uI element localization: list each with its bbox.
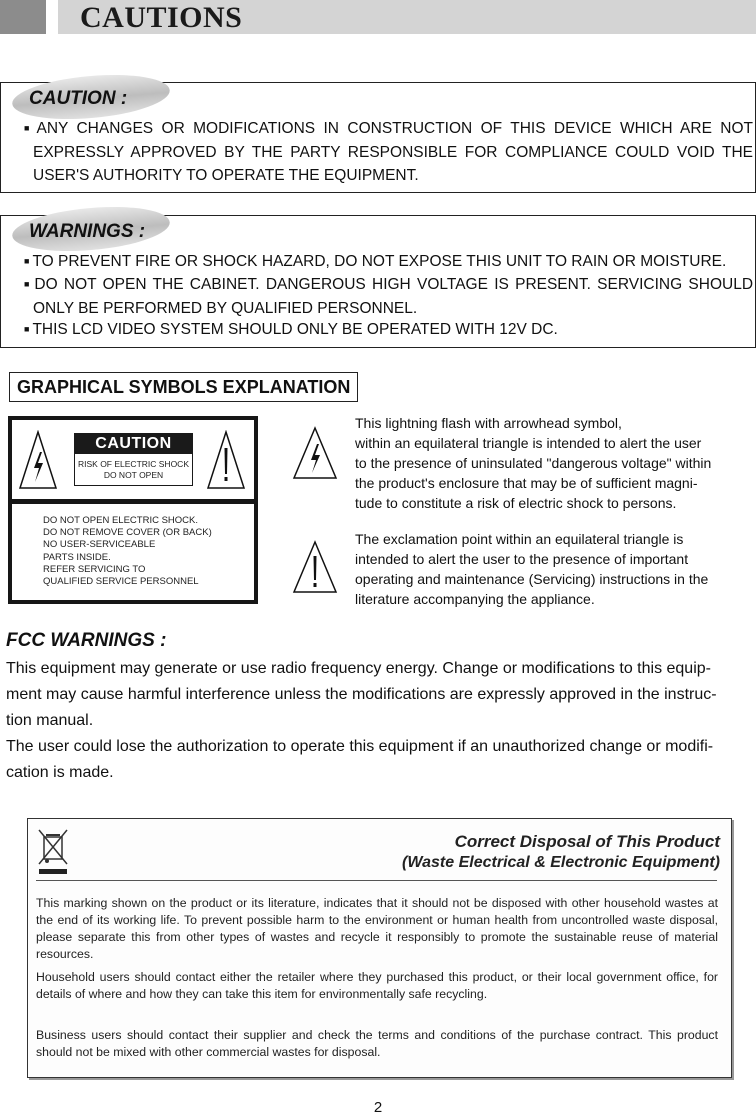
text-line: ment may cause harmful interference unless the modifications are expressly approved in the instruc- — [6, 686, 717, 703]
bullet-dot: ■ — [24, 123, 34, 133]
text-line: to the presence of uninsulated "dangerous voltage" within — [355, 455, 712, 471]
label-line: NO USER-SERVICEABLE — [43, 539, 156, 551]
text-line: intended to alert the user to the presence of important — [355, 551, 689, 567]
disposal-paragraph: This marking shown on the product or its literature, indicates that it should not be disposed with other household wastes at the end of its working life. To prevent possible harm to the environment or human health from uncontrolled waste disposal, please separate this from other types of wastes and recycle it responsibly to promote the sustainable reuse of material resources. — [36, 896, 718, 961]
warnings-title: WARNINGS : — [29, 221, 146, 242]
text-line: The exclamation point within an equilateral triangle is — [355, 531, 684, 547]
text-line: tude to constitute a risk of electric shock to persons. — [355, 495, 677, 511]
text-line: The user could lose the authorization to operate this equipment if an unauthorized change or modifi- — [6, 738, 714, 755]
page-number: 2 — [373, 1099, 383, 1116]
caution-title: CAUTION : — [29, 88, 128, 109]
crossed-bin-icon — [36, 826, 70, 876]
lightning-explanation — [355, 413, 750, 513]
text-line: literature accompanying the appliance. — [355, 591, 595, 607]
label-line: DO NOT REMOVE COVER (OR BACK) — [43, 527, 212, 539]
text-line: This lightning flash with arrowhead symbol, — [355, 415, 622, 431]
fcc-body — [6, 656, 746, 786]
disposal-subtitle: (Waste Electrical & Electronic Equipment) — [401, 854, 720, 871]
exclamation-triangle-icon — [206, 430, 246, 490]
lightning-triangle-icon — [18, 430, 58, 490]
text-line: the product's enclosure that may be of sufficient magni- — [355, 475, 698, 491]
label-line: QUALIFIED SERVICE PERSONNEL — [43, 576, 199, 588]
warnings-bullet — [16, 318, 753, 342]
header-accent-block — [0, 0, 46, 34]
text-line: cation is made. — [6, 764, 114, 781]
fcc-title: FCC WARNINGS : — [6, 630, 167, 651]
caution-bullet — [16, 117, 753, 188]
caution-label-lines — [43, 515, 248, 588]
bullet-dot: ■ — [24, 279, 32, 289]
warnings-bullet-text: THIS LCD VIDEO SYSTEM SHOULD ONLY BE OPERATED WITH 12V DC. — [32, 321, 558, 338]
caution-bullet-text: ANY CHANGES OR MODIFICATIONS IN CONSTRUCTION OF THIS DEVICE WHICH ARE NOT EXPRESSLY APPROVED BY THE PARTY RESPONSIBLE FOR COMPLIANCE COULD VOID THE USER'S AUTHORITY TO OPERATE THE EQUIPMENT. — [33, 120, 754, 184]
caution-label-title: CAUTION — [74, 433, 193, 453]
disposal-paragraph: Business users should contact their supplier and check the terms and conditions of the purchase contract. This product should not be mixed with other commercial wastes for disposal. — [36, 1028, 718, 1059]
bullet-dot: ■ — [24, 324, 30, 334]
graphical-symbols-title: GRAPHICAL SYMBOLS EXPLANATION — [9, 372, 358, 402]
caution-label-sub-2: DO NOT OPEN — [103, 470, 164, 480]
label-line: DO NOT OPEN ELECTRIC SHOCK. — [43, 515, 199, 526]
text-line: tion manual. — [6, 712, 94, 729]
text-line: operating and maintenance (Servicing) instructions in the — [355, 571, 709, 587]
warnings-bullet — [16, 273, 753, 320]
label-line: REFER SERVICING TO — [43, 563, 146, 575]
caution-label-subtext — [74, 453, 193, 486]
page-title: CAUTIONS — [80, 1, 243, 34]
disposal-title: Correct Disposal of This Product — [454, 832, 720, 851]
disposal-divider — [36, 880, 717, 881]
text-line: within an equilateral triangle is intended to alert the user — [355, 435, 702, 451]
warnings-bullet-text: DO NOT OPEN THE CABINET. DANGEROUS HIGH VOLTAGE IS PRESENT. SERVICING SHOULD ONLY BE PERFORMED BY QUALIFIED PERSONNEL. — [33, 276, 754, 317]
label-line: PARTS INSIDE. — [43, 551, 111, 563]
warnings-bullet-text: TO PREVENT FIRE OR SHOCK HAZARD, DO NOT EXPOSE THIS UNIT TO RAIN OR MOISTURE. — [32, 253, 727, 270]
exclamation-symbol-icon — [292, 540, 338, 594]
text-line: This equipment may generate or use radio frequency energy. Change or modifications to this equip- — [6, 660, 711, 677]
exclamation-explanation — [355, 529, 750, 609]
caution-label-sub-1: RISK OF ELECTRIC SHOCK — [78, 459, 189, 469]
warnings-bullet — [16, 250, 753, 274]
disposal-paragraph: Household users should contact either the retailer where they purchased this product, or their local government office, for details of where and how they can take this item for environmentally safe recycling. — [36, 970, 718, 1001]
lightning-symbol-icon — [292, 426, 338, 480]
bullet-dot: ■ — [24, 256, 30, 266]
